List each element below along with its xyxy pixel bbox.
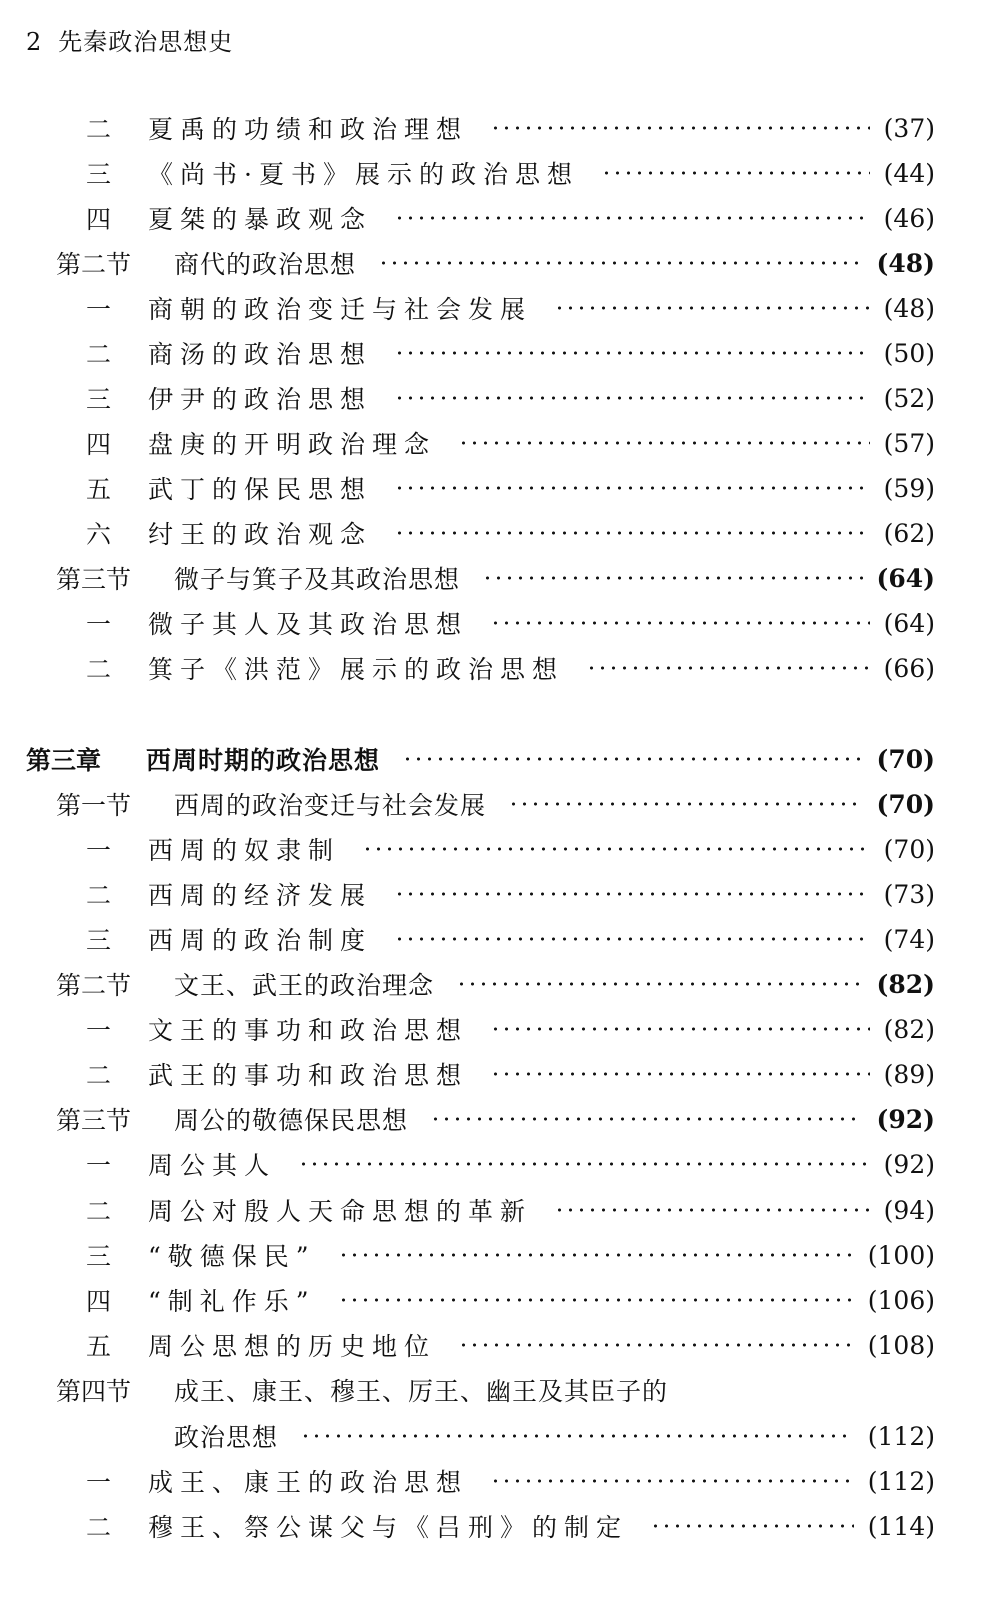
toc-title: 西周的奴隶制: [148, 836, 341, 865]
toc-item: [86, 153, 935, 193]
toc-page-number: (114): [867, 1511, 935, 1541]
toc-title: 西周的政治变迁与社会发展: [174, 791, 487, 820]
toc-page-number: (70): [883, 834, 935, 864]
dot-leader: [394, 937, 870, 941]
toc-item: [86, 423, 935, 463]
toc-page-number: (70): [876, 789, 935, 819]
toc-title: “敬德保民”: [148, 1242, 316, 1271]
toc-page-number: (108): [867, 1330, 935, 1360]
toc-number: 第二节: [56, 971, 132, 1000]
toc-page-number: (59): [883, 473, 935, 503]
toc-number: 一: [86, 610, 114, 639]
toc-title: 周公对殷人天命思想的革新: [148, 1197, 533, 1226]
toc-title: 商朝的政治变迁与社会发展: [148, 295, 533, 324]
toc-page-number: (46): [883, 203, 935, 233]
toc-number: 第三章: [26, 746, 102, 775]
toc-number: 三: [86, 926, 114, 955]
toc-number: 四: [86, 1287, 114, 1316]
dot-leader: [490, 1479, 854, 1483]
dot-leader: [554, 1208, 870, 1212]
toc-page-number: (48): [876, 248, 935, 278]
toc-number: 第二节: [56, 250, 132, 279]
toc-number: 三: [86, 160, 114, 189]
dot-leader: [362, 847, 870, 851]
toc-page-number: (112): [867, 1421, 935, 1451]
toc-number: 二: [86, 655, 114, 684]
toc-item: [86, 1054, 935, 1094]
toc-item: [86, 513, 935, 553]
toc-item: [86, 874, 935, 914]
toc-title: 纣王的政治观念: [148, 520, 373, 549]
dot-leader: [490, 621, 870, 625]
toc-title: 成王、康王的政治思想: [148, 1468, 469, 1497]
toc-title: 微子与箕子及其政治思想: [174, 565, 461, 594]
dot-leader: [490, 126, 870, 130]
toc-section: [56, 243, 935, 283]
dot-leader: [458, 441, 870, 445]
toc-item: [86, 333, 935, 373]
toc-number: 一: [86, 295, 114, 324]
page-number: 2: [26, 28, 43, 56]
toc-page-number: (74): [883, 924, 935, 954]
toc-number: 二: [86, 115, 114, 144]
toc-title: 武王的事功和政治思想: [148, 1061, 469, 1090]
toc-number: 二: [86, 881, 114, 910]
dot-leader: [456, 982, 863, 986]
dot-leader: [394, 216, 870, 220]
toc-page-number: (70): [876, 744, 935, 774]
toc-page-number: (62): [883, 518, 935, 548]
toc-item: [86, 919, 935, 959]
toc-item: [86, 829, 935, 869]
toc-title: 周公其人: [148, 1151, 277, 1180]
toc-item: [86, 603, 935, 643]
toc-title: 商汤的政治思想: [148, 340, 373, 369]
toc-number: 五: [86, 475, 114, 504]
toc-item: [86, 1461, 935, 1501]
toc-page-number: (73): [883, 879, 935, 909]
toc-page-number: (112): [867, 1466, 935, 1496]
toc-number: 一: [86, 1016, 114, 1045]
toc-number: 五: [86, 1332, 114, 1361]
toc-item: [86, 108, 935, 148]
toc-number: 第三节: [56, 565, 132, 594]
dot-leader: [338, 1298, 854, 1302]
toc-title: 箕子《洪范》展示的政治思想: [148, 655, 565, 684]
dot-leader: [650, 1524, 854, 1528]
toc-title: 文王、武王的政治理念: [174, 971, 435, 1000]
dot-leader: [490, 1027, 870, 1031]
toc-item: [86, 468, 935, 508]
toc-number: 第四节: [56, 1377, 132, 1406]
toc-title: 商代的政治思想: [174, 250, 357, 279]
toc-title: 伊尹的政治思想: [148, 385, 373, 414]
toc-section: [56, 558, 935, 598]
dot-leader: [458, 1343, 854, 1347]
toc-section: [56, 1370, 935, 1410]
toc-title: 盘庚的开明政治理念: [148, 430, 437, 459]
dot-leader: [394, 531, 870, 535]
dot-leader: [402, 757, 863, 761]
dot-leader: [490, 1072, 870, 1076]
toc-number: 一: [86, 1151, 114, 1180]
toc-title: 武丁的保民思想: [148, 475, 373, 504]
toc-page-number: (37): [883, 113, 935, 143]
toc-title: 西周时期的政治思想: [146, 746, 381, 775]
dot-leader: [601, 171, 870, 175]
dot-leader: [300, 1434, 854, 1438]
toc-page-number: (52): [883, 383, 935, 413]
toc-section: [56, 784, 935, 824]
running-head: [26, 22, 233, 57]
toc-page-number: (64): [876, 563, 935, 593]
toc-title: 西周的政治制度: [148, 926, 373, 955]
toc-number: 三: [86, 385, 114, 414]
toc-item: [86, 378, 935, 418]
toc-page-number: (82): [876, 969, 935, 999]
toc-title: 夏桀的暴政观念: [148, 205, 373, 234]
toc-page-number: (100): [867, 1240, 935, 1270]
toc-title: 周公思想的历史地位: [148, 1332, 437, 1361]
toc-page-number: (48): [883, 293, 935, 323]
toc-number: 第一节: [56, 791, 132, 820]
toc-page-number: (89): [883, 1059, 935, 1089]
book-title: 先秦政治思想史: [58, 28, 234, 56]
toc-title: 周公的敬德保民思想: [174, 1106, 409, 1135]
toc-title: 文王的事功和政治思想: [148, 1016, 469, 1045]
toc-page-number: (44): [883, 158, 935, 188]
dot-leader: [394, 396, 870, 400]
toc-section: [56, 1099, 935, 1139]
toc-number: 一: [86, 1468, 114, 1497]
toc-item: [86, 1144, 935, 1184]
toc-number: 一: [86, 836, 114, 865]
toc-page-number: (92): [883, 1149, 935, 1179]
dot-leader: [378, 261, 863, 265]
toc-section: [56, 964, 935, 1004]
toc-item: [86, 198, 935, 238]
toc-item: [86, 648, 935, 688]
toc-page-number: (66): [883, 653, 935, 683]
toc-page-number: (94): [883, 1195, 935, 1225]
toc-item: [86, 1280, 935, 1320]
toc-number: 第三节: [56, 1106, 132, 1135]
toc-title: 西周的经济发展: [148, 881, 373, 910]
toc-item: [86, 1506, 935, 1546]
dot-leader: [430, 1117, 863, 1121]
toc-number: 三: [86, 1242, 114, 1271]
toc-section-continued: [174, 1416, 935, 1456]
toc-page-number: (92): [876, 1104, 935, 1134]
toc-item: [86, 1235, 935, 1275]
toc-item: [86, 288, 935, 328]
toc-title: 《尚书·夏书》展示的政治思想: [148, 160, 579, 189]
toc-chapter: [26, 739, 935, 779]
dot-leader: [394, 351, 870, 355]
toc-page-number: (82): [883, 1014, 935, 1044]
toc-title: 微子其人及其政治思想: [148, 610, 469, 639]
toc-title: 夏禹的功绩和政治理想: [148, 115, 469, 144]
toc-title: 政治思想: [174, 1423, 279, 1452]
toc-number: 四: [86, 205, 114, 234]
toc-number: 四: [86, 430, 114, 459]
toc-number: 二: [86, 1061, 114, 1090]
toc-number: 六: [86, 520, 114, 549]
dot-leader: [298, 1162, 870, 1166]
toc-title: “制礼作乐”: [148, 1287, 316, 1316]
toc-page-number: (50): [883, 338, 935, 368]
toc-number: 二: [86, 1513, 114, 1542]
toc-title: 穆王、祭公谋父与《吕刑》的制定: [148, 1513, 629, 1542]
dot-leader: [586, 666, 870, 670]
toc-title: 成王、康王、穆王、厉王、幽王及其臣子的: [174, 1377, 669, 1406]
toc-item: [86, 1325, 935, 1365]
toc-page-number: (64): [883, 608, 935, 638]
dot-leader: [394, 486, 870, 490]
dot-leader: [554, 306, 870, 310]
toc-number: 二: [86, 1197, 114, 1226]
toc-item: [86, 1190, 935, 1230]
toc-page-number: (106): [867, 1285, 935, 1315]
dot-leader: [508, 802, 863, 806]
toc-item: [86, 1009, 935, 1049]
dot-leader: [394, 892, 870, 896]
dot-leader: [338, 1253, 854, 1257]
dot-leader: [482, 576, 863, 580]
toc-number: 二: [86, 340, 114, 369]
toc-page-number: (57): [883, 428, 935, 458]
